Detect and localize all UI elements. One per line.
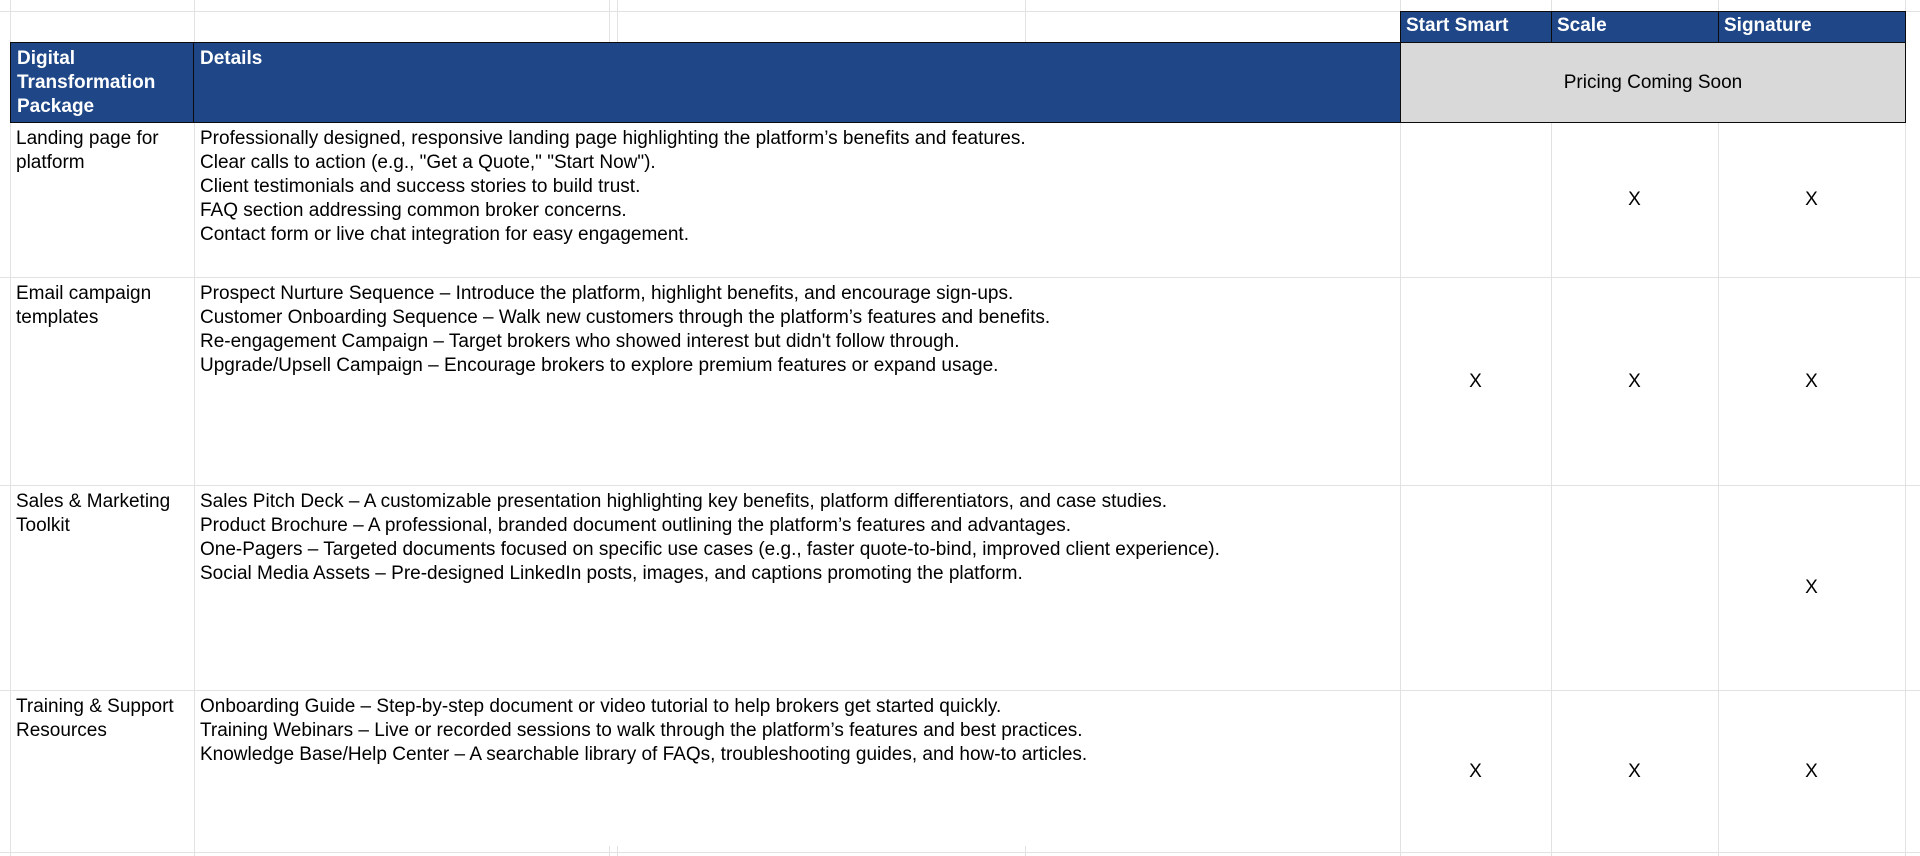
mark-cell-start-smart[interactable] (1400, 123, 1551, 277)
mark-cell-signature[interactable]: X (1805, 760, 1818, 782)
detail-line: Clear calls to action (e.g., "Get a Quote," "Start Now"). (200, 152, 656, 173)
detail-line: Client testimonials and success stories to build trust. (200, 176, 641, 197)
tier-header-start-smart[interactable]: Start Smart (1400, 11, 1552, 44)
row-label[interactable]: Sales & Marketing Toolkit (16, 491, 171, 536)
tier-header-signature[interactable]: Signature (1718, 11, 1906, 44)
mark-cell-scale[interactable]: X (1628, 370, 1641, 392)
detail-line: Re-engagement Campaign – Target brokers who showed interest but didn't follow through. (200, 331, 960, 352)
header-details[interactable]: Details (193, 42, 1401, 123)
mark-cell-start-smart[interactable] (1400, 486, 1551, 690)
detail-line: Sales Pitch Deck – A customizable presentation highlighting key benefits, platform differentiators, and case studies. (200, 491, 1168, 512)
detail-line: One-Pagers – Targeted documents focused on specific use cases (e.g., faster quote-to-bind, improved client experience). (200, 539, 1220, 560)
detail-line: Social Media Assets – Pre-designed LinkedIn posts, images, and captions promoting the platform. (200, 563, 1023, 584)
detail-line: Training Webinars – Live or recorded sessions to walk through the platform’s features and best practices. (200, 720, 1083, 741)
mark-cell-signature[interactable]: X (1805, 189, 1818, 210)
gridline (617, 0, 618, 44)
gridline (0, 852, 1920, 853)
pricing-cell[interactable] (1400, 42, 1906, 123)
detail-line: Professionally designed, responsive landing page highlighting the platform’s benefits and features. (200, 128, 1026, 149)
mark-cell-scale[interactable] (1551, 486, 1718, 690)
mark-cell-signature[interactable]: X (1805, 370, 1818, 392)
pricing-text: Pricing Coming Soon (1563, 71, 1743, 93)
header-package[interactable]: Digital Transformation Package (10, 42, 195, 123)
detail-line: Upgrade/Upsell Campaign – Encourage brokers to explore premium features or expand usage. (200, 355, 999, 376)
detail-line: Prospect Nurture Sequence – Introduce the platform, highlight benefits, and encourage sign-ups. (200, 283, 1014, 304)
row-label[interactable]: Training & Support Resources (16, 696, 174, 741)
details-cell[interactable] (194, 691, 1400, 852)
detail-line: Customer Onboarding Sequence – Walk new customers through the platform’s features and benefits. (200, 307, 1051, 328)
details-cell[interactable] (194, 278, 1400, 485)
details-cell[interactable] (194, 486, 1400, 690)
row-label[interactable]: Email campaign templates (16, 283, 152, 328)
detail-line: Knowledge Base/Help Center – A searchable library of FAQs, troubleshooting guides, and how-to articles. (200, 744, 1088, 765)
detail-line: Onboarding Guide – Step-by-step document or video tutorial to help brokers get started quickly. (200, 696, 1002, 717)
tier-header-scale[interactable]: Scale (1551, 11, 1719, 44)
detail-line: FAQ section addressing common broker concerns. (200, 200, 627, 221)
mark-cell-scale[interactable]: X (1628, 189, 1641, 210)
mark-cell-signature[interactable]: X (1805, 577, 1818, 598)
detail-line: Contact form or live chat integration for easy engagement. (200, 224, 689, 245)
detail-line: Product Brochure – A professional, branded document outlining the platform’s features and advantages. (200, 515, 1072, 536)
gridline (609, 0, 610, 44)
mark-cell-start-smart[interactable]: X (1469, 760, 1482, 782)
mark-cell-scale[interactable]: X (1628, 760, 1641, 782)
gridline (1905, 0, 1906, 856)
mark-cell-start-smart[interactable]: X (1469, 370, 1482, 392)
row-label[interactable]: Landing page for platform (16, 128, 159, 173)
gridline (1025, 0, 1026, 44)
details-cell[interactable] (194, 123, 1400, 277)
